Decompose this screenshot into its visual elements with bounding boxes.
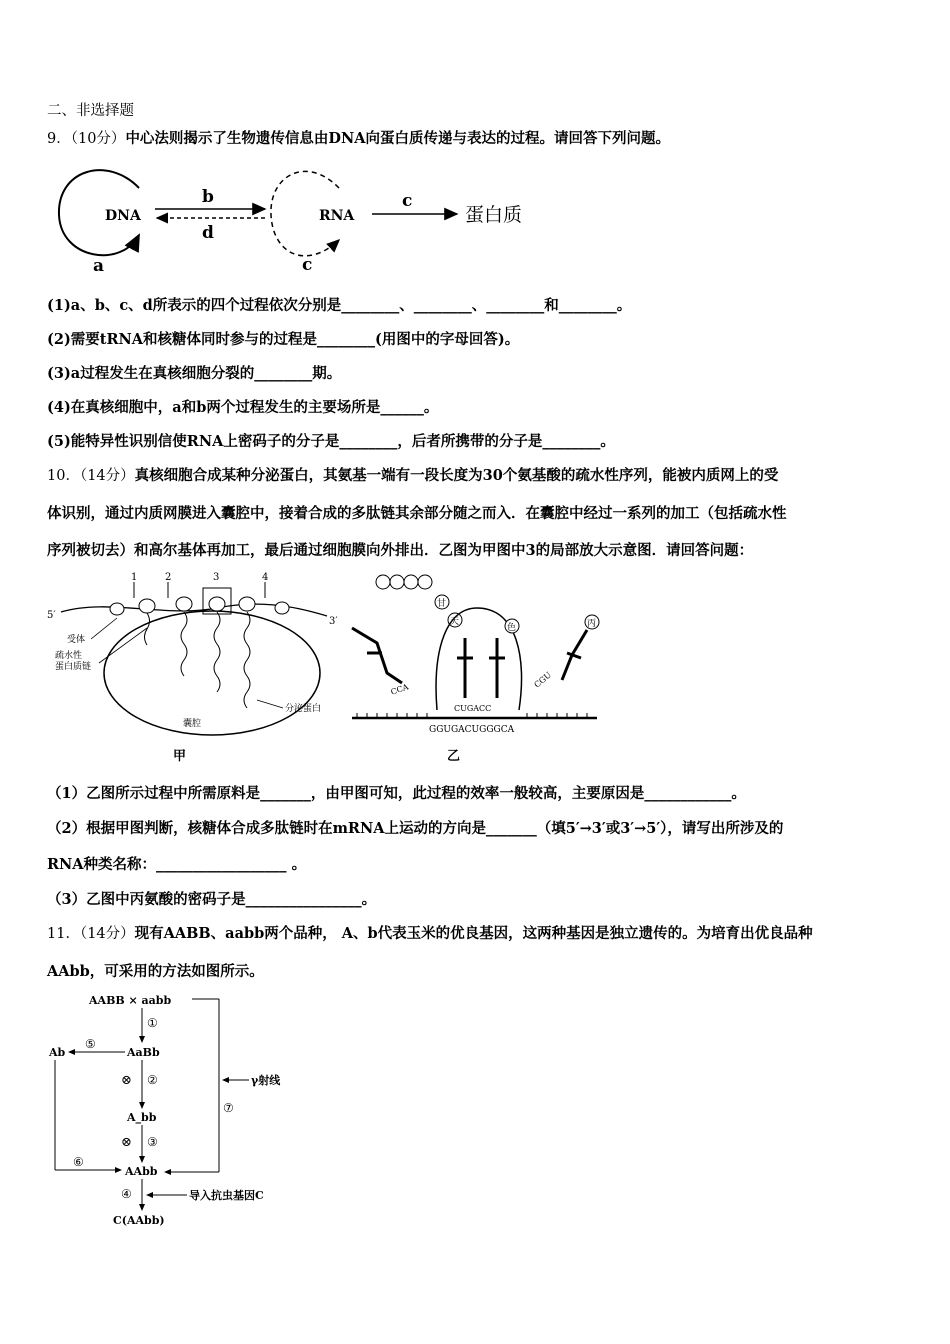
marker-1: 1: [131, 572, 138, 583]
q11-score: （14分）: [79, 926, 135, 942]
aa-gan-label: 甘: [437, 599, 447, 609]
hydrophobic-label-1: 疏水性: [55, 651, 83, 661]
q10-sub1: （1）乙图所示过程中所需原料是_______，由甲图可知，此过程的效率一般较高，主要原因是____________。: [47, 785, 746, 802]
q11-number: 11．: [47, 926, 80, 942]
hydrophobic-pointer: [99, 628, 147, 663]
q10-sub2: （2）根据甲图判断，核糖体合成多肽链时在mRNA上运动的方向是_______（填5′→3′或3′→5′），请写出所涉及的: [47, 820, 784, 837]
amino-acid-bead: [390, 575, 404, 589]
q11-line1-text: 现有AABB、aabb两个品种， A、b代表玉米的优良基因，这两种基因是独立遗传的。为培育出优良品种: [134, 925, 813, 942]
q10-sub2b: RNA种类名称：__________________ 。: [47, 856, 307, 873]
q9-header: [47, 129, 670, 149]
figure-yi-caption: 乙: [447, 749, 461, 764]
ribosome: [110, 603, 124, 615]
ribosome: [275, 602, 289, 614]
amino-acid-bead: [376, 575, 390, 589]
q9-stem: 中心法则揭示了生物遗传信息由DNA向蛋白质传递与表达的过程。请回答下列问题。: [125, 130, 671, 147]
step1-label: ①: [147, 1016, 158, 1030]
polypeptide-chain: [181, 612, 187, 676]
q10-line3: 序列被切去）和高尔基体再加工，最后通过细胞膜向外排出．乙图为甲图中3的局部放大示意图．请回答问题：: [47, 542, 754, 559]
import-gene-label: 导入抗虫基因C: [189, 1189, 264, 1202]
central-dogma-figure: [47, 160, 567, 280]
ribosome: [176, 597, 192, 611]
q9-sub2: (2)需要tRNA和核糖体同时参与的过程是________(用图中的字母回答)。: [47, 331, 520, 348]
q9-score: （10分）: [70, 131, 126, 147]
gamma-ray-label: γ射线: [251, 1074, 281, 1087]
ribosome: [209, 597, 225, 611]
q9-sub3: (3)a过程发生在真核细胞分裂的________期。: [47, 365, 342, 382]
receptor-label: 受体: [67, 635, 86, 645]
secreted-protein-label: 分泌蛋白: [285, 704, 322, 714]
hydrophobic-label-2: 蛋白质链: [55, 662, 92, 672]
q10-line1-text: 真核细胞合成某种分泌蛋白，其氨基一端有一段长度为30个氨基酸的疏水性序列，能被内质网上的受: [134, 467, 779, 484]
aa-bing-label: 丙: [587, 619, 597, 629]
q11-line2: AAbb，可采用的方法如图所示。: [47, 963, 264, 980]
anticodon-label: CUGACC: [454, 704, 492, 713]
ribosome-figure: [47, 568, 607, 768]
step5-label: ⑤: [85, 1037, 96, 1051]
er-lumen-outline: [104, 611, 320, 735]
ribosome: [239, 597, 255, 611]
receptor-pointer: [91, 618, 117, 639]
amino-acid-bead: [404, 575, 418, 589]
trna-entering: [562, 630, 587, 680]
section-title: 二、非选择题: [47, 103, 134, 119]
q10-sub3: （3）乙图中丙氨酸的密码子是________________。: [47, 891, 377, 908]
step7-label: ⑦: [223, 1101, 234, 1115]
q10-score: （14分）: [79, 468, 135, 484]
mrna-sequence-label: GGUGACUGGGCA: [429, 725, 515, 735]
figure-jia: [47, 572, 338, 764]
self-cross-2: ⊗: [121, 1135, 132, 1150]
q10-line2: 体识别，通过内质网膜进入囊腔中，接着合成的多肽链其余部分随之而入．在囊腔中经过一系列的加工（包括疏水性: [47, 505, 787, 522]
marker-2: 2: [165, 572, 172, 583]
q10-line1: [47, 466, 778, 486]
q9-number: 9．: [47, 131, 71, 147]
cgu-label: CGU: [532, 670, 554, 690]
q9-sub5: (5)能特异性识别信使RNA上密码子的分子是________，后者所携带的分子是________。: [47, 433, 615, 450]
label-d: d: [202, 223, 214, 243]
step2-label: ②: [147, 1073, 158, 1087]
parents-label: AABB × aabb: [89, 994, 172, 1007]
aa-tian-label: 天: [450, 617, 460, 627]
f1-genotype: AaBb: [127, 1046, 160, 1059]
a-bb-genotype: A_bb: [127, 1111, 157, 1124]
label-c-bottom: c: [302, 255, 313, 275]
polypeptide-chain: [214, 612, 220, 692]
label-b: b: [202, 187, 214, 207]
rna-label: RNA: [319, 208, 355, 224]
self-cross-1: ⊗: [121, 1073, 132, 1088]
marker-4: 4: [262, 572, 269, 583]
lumen-label: 囊腔: [183, 719, 202, 729]
step4-label: ④: [121, 1187, 132, 1201]
five-prime-label: 5′: [47, 610, 56, 621]
label-c-top: c: [402, 191, 413, 211]
protein-label: 蛋白质: [465, 204, 523, 226]
aa-se-label: 色: [507, 623, 517, 633]
ribosome: [139, 599, 155, 613]
cca-label: CCA: [389, 682, 410, 697]
q9-sub4: (4)在真核细胞中，a和b两个过程发生的主要场所是______。: [47, 399, 439, 416]
marker-3: 3: [213, 572, 220, 583]
step6-label: ⑥: [73, 1155, 84, 1169]
breeding-figure: [47, 990, 307, 1230]
trna-in-site: [457, 638, 473, 698]
transgenic-genotype: C(AAbb): [113, 1214, 165, 1227]
three-prime-label: 3′: [329, 616, 338, 627]
q10-number: 10．: [47, 468, 80, 484]
label-a: a: [93, 256, 105, 276]
polypeptide-chain: [244, 612, 250, 708]
q11-line1: [47, 924, 813, 944]
secreted-protein-pointer: [257, 700, 283, 708]
haploid-ab: Ab: [49, 1046, 66, 1059]
trna-in-site: [489, 638, 505, 698]
step3-label: ③: [147, 1135, 158, 1149]
q9-sub1: (1)a、b、c、d所表示的四个过程依次分别是________、________、________和________。: [47, 297, 632, 314]
amino-acid-bead: [418, 575, 432, 589]
figure-yi: [352, 575, 599, 764]
trna-leaving: [352, 628, 402, 683]
figure-jia-caption: 甲: [173, 749, 187, 764]
dna-label: DNA: [105, 208, 141, 224]
target-genotype: AAbb: [125, 1165, 158, 1178]
